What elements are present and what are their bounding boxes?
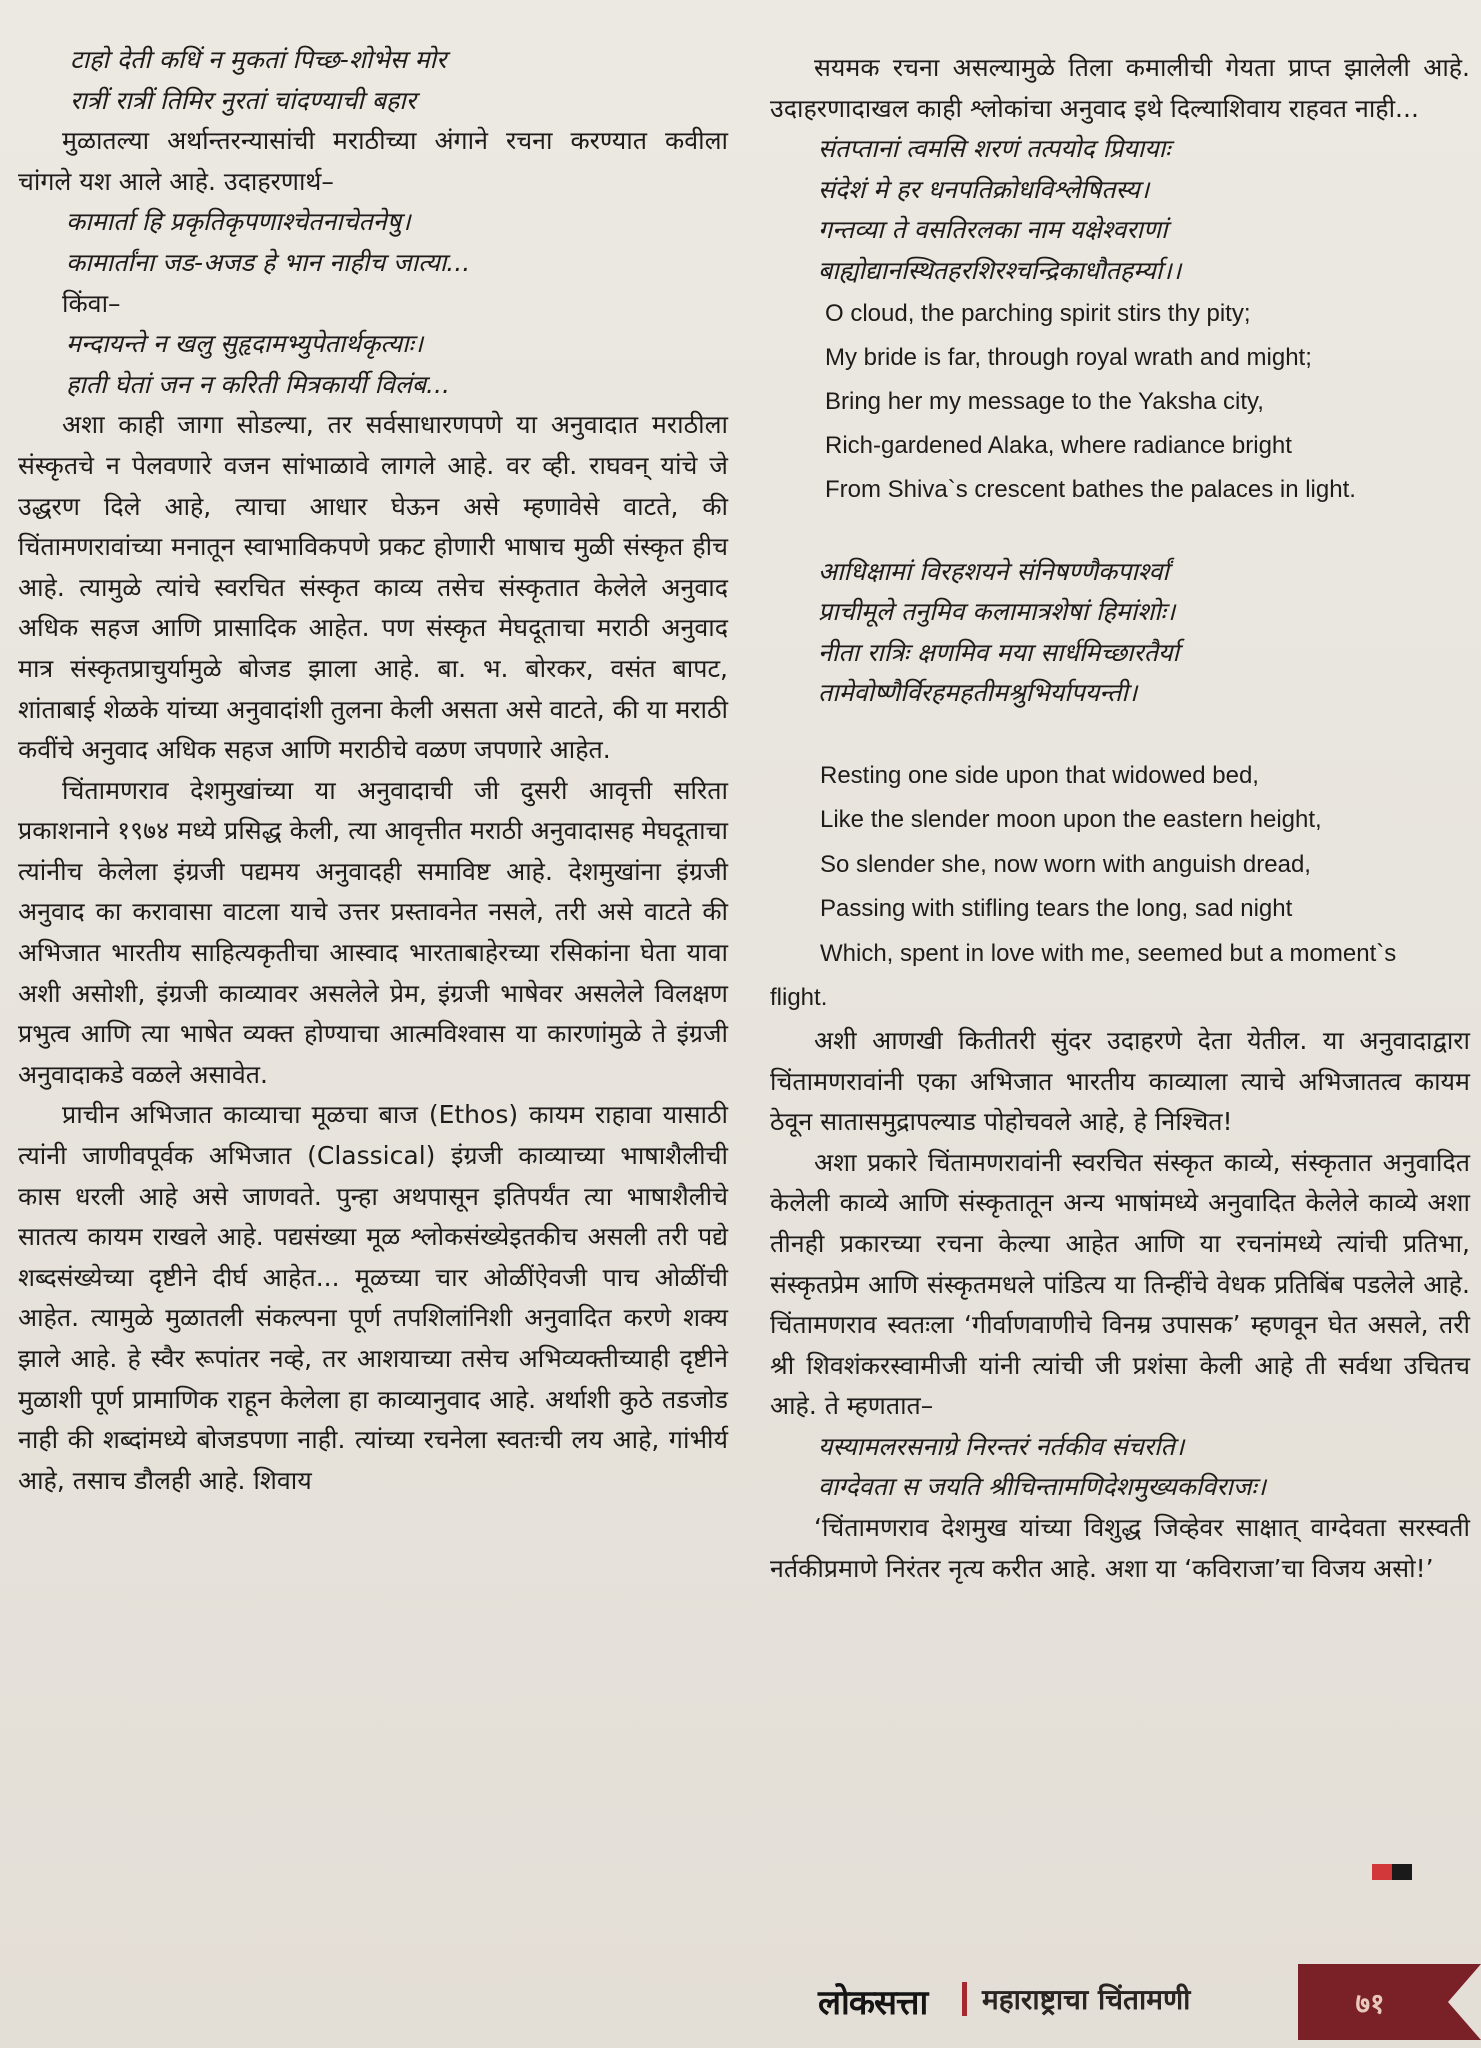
verse-line: संतप्तानां त्वमसि शरणं तत्पयोद प्रियायाः — [818, 134, 1171, 164]
paragraph: अशा प्रकारे चिंतामणरावांनी स्वरचित संस्कृत काव्ये, संस्कृतात अनुवादित केलेली काव्ये आणि संस्कृतातून अन्य भाषांमध्ये अनुवादित केलेले काव्ये अशा तीनही प्रकारच्या रचना केल्या आहेत आणि या रचनांमध्ये त्यांची प्रतिभा, संस्कृतप्रेम आणि संस्कृतमधले पांडित्य या तिन्हींचे वेधक प्रतिबिंब पडलेले आहे. चिंतामणराव स्वतःला ‘गीर्वाणवाणीचे विनम्र उपासक’ म्हणवून घेत असले, तरी श्री शिवशंकरस्वामीजी यांनी त्यांची जी प्रशंसा केली आहे ती सर्वथा उचितच आहे. ते म्हणतात– — [770, 1147, 1470, 1421]
english-line: My bride is far, through royal wrath and might; — [825, 343, 1312, 371]
publication-logo: लोकसत्ता — [818, 1983, 928, 2023]
english-line: Which, spent in love with me, seemed but a moment`s — [820, 939, 1397, 967]
english-verse — [770, 292, 1470, 512]
end-mark-red-square — [1372, 1864, 1392, 1880]
verse-line: रात्रीं रात्रीं तिमिर नुरतां चांदण्याची बहार — [70, 85, 416, 115]
english-line: flight. — [770, 984, 828, 1012]
verse-line: टाहो देती कधिं न मुकतां पिच्छ-शोभेस मोर — [70, 45, 447, 74]
english-line: Rich-gardened Alaka, where radiance bright — [825, 431, 1292, 459]
page-footer — [0, 1960, 1481, 2048]
end-mark-black-square — [1392, 1864, 1412, 1880]
verse-block — [18, 202, 728, 283]
english-verse — [770, 754, 1470, 1021]
right-column — [770, 48, 1470, 1589]
paragraph: किंवा– — [62, 288, 121, 318]
verse-block — [770, 1427, 1470, 1508]
verse-line: मन्दायन्ते न खलु सुहृदामभ्युपेतार्थकृत्याः। — [66, 329, 424, 359]
paragraph: मुळातल्या अर्थान्तरन्यासांची मराठीच्या अंगाने रचना करण्यात कवीला चांगले यश आले आहे. उदाहरणार्थ– — [18, 126, 728, 196]
paragraph: अशा काही जागा सोडल्या, तर सर्वसाधारणपणे या अनुवादात मराठीला संस्कृतचे न पेलवणारे वजन सांभाळावे लागले आहे. वर व्ही. राघवन् यांचे जे उद्धरण दिले आहे, त्याचा आधार घेऊन असे म्हणावेसे वाटते, की चिंतामणरावांच्या मनातून स्वाभाविकपणे प्रकट होणारी भाषाच मुळी संस्कृत हीच आहे. त्यामुळे त्यांचे स्वरचित संस्कृत काव्य तसेच संस्कृतात केलेले अनुवाद अधिक सहज आणि प्रासादिक आहेत. पण संस्कृत मेघदूताचा मराठी अनुवाद मात्र संस्कृतप्राचुर्यामुळे बोजड झाला आहे. बा. भ. बोरकर, वसंत बापट, शांताबाई शेळके यांच्या अनुवादांशी तुलना केली असता असे वाटते, की या मराठी कवींचे अनुवाद अधिक सहज आणि मराठीचे वळण जपणारे आहेत. — [18, 410, 728, 765]
verse-line: बाह्योद्यानस्थितहरशिरश्चन्द्रिकाधौतहर्म्या।। — [818, 255, 1182, 285]
verse-block — [770, 552, 1470, 714]
verse-line: वाग्देवता स जयति श्रीचिन्तामणिदेशमुख्यकविराजः। — [818, 1472, 1266, 1502]
verse-line: आधिक्षामां विरहशयने संनिषण्णैकपार्श्वां — [818, 556, 1169, 586]
paragraph: चिंतामणराव देशमुखांच्या या अनुवादाची जी दुसरी आवृत्ती सरिता प्रकाशनाने १९७४ मध्ये प्रसिद्ध केली, त्या आवृत्तीत मराठी अनुवादासह मेघदूताचा त्यांनीच केलेला इंग्रजी पद्यमय अनुवादही समाविष्ट आहे. देशमुखांना इंग्रजी अनुवाद का करावासा वाटला याचे उत्तर प्रस्तावनेत नसले, तरी असे वाटते की अभिजात भारतीय साहित्यकृतीचा आस्वाद भारताबाहेरच्या रसिकांना घेता यावा अशी असोशी, इंग्रजी काव्यावर असलेले प्रेम, इंग्रजी भाषेवर असलेले विलक्षण प्रभुत्व आणि त्या भाषेत व्यक्त होण्याचा आत्मविश्वास या कारणांमुळे ते इंग्रजी अनुवादाकडे वळले असावेत. — [18, 775, 728, 1089]
verse-line: हाती घेतां जन न करिती मित्रकार्यी विलंब... — [66, 369, 450, 399]
verse-line: नीता रात्रिः क्षणमिव मया सार्धमिच्छारतैर्या — [818, 637, 1179, 667]
english-line: From Shiva`s crescent bathes the palaces in light. — [825, 475, 1356, 503]
verse-line: संदेशं मे हर धनपतिक्रोधविश्लेषितस्य। — [818, 174, 1150, 204]
footer-separator — [962, 1982, 967, 2016]
paragraph: अशी आणखी कितीतरी सुंदर उदाहरणे देता येतील. या अनुवादाद्वारा चिंतामणरावांनी एका अभिजात भारतीय काव्याला त्याचे अभिजातत्व कायम ठेवून सातासमुद्रापल्याड पोहोचवले आहे, हे निश्चित! — [770, 1025, 1470, 1137]
verse-line: गन्तव्या ते वसतिरलका नाम यक्षेश्वराणां — [818, 215, 1168, 245]
end-of-article-mark — [1372, 1864, 1414, 1880]
verse-line: कामार्तांना जड-अजड हे भान नाहीच जात्या... — [66, 247, 471, 277]
verse-block — [18, 40, 728, 121]
verse-block — [770, 129, 1470, 291]
verse-line: प्राचीमूले तनुमिव कलामात्रशेषां हिमांशोः। — [818, 597, 1176, 627]
english-line: O cloud, the parching spirit stirs thy pity; — [825, 299, 1251, 327]
english-line: Bring her my message to the Yaksha city, — [825, 387, 1264, 415]
paragraph: सयमक रचना असल्यामुळे तिला कमालीची गेयता प्राप्त झालेली आहे. उदाहरणादाखल काही श्लोकांचा अनुवाद इथे दिल्याशिवाय राहवत नाही... — [770, 53, 1470, 123]
english-line: So slender she, now worn with anguish dread, — [820, 850, 1311, 878]
english-line: Passing with stifling tears the long, sad night — [820, 895, 1293, 923]
english-line: Resting one side upon that widowed bed, — [820, 761, 1259, 789]
verse-line: कामार्ता हि प्रकृतिकृपणाश्चेतनाचेतनेषु। — [66, 207, 411, 237]
left-column — [18, 40, 728, 1501]
verse-line: तामेवोष्णैर्विरहमहतीमश्रुभिर्यापयन्ती। — [818, 678, 1138, 708]
english-line: Like the slender moon upon the eastern height, — [820, 806, 1322, 834]
page-number: ७१ — [1355, 1987, 1385, 2020]
paragraph: प्राचीन अभिजात काव्याचा मूळचा बाज (Ethos) कायम राहावा यासाठी त्यांनी जाणीवपूर्वक अभिजात (Classical) इंग्रजी काव्याच्या भाषाशैलीची कास धरली आहे असे जाणवते. पुन्हा अथपासून इतिपर्यंत त्या भाषाशैलीचे सातत्य कायम राखले आहे. पद्यसंख्या मूळ श्लोकसंख्येइतकीच असली तरी पद्ये शब्दसंख्येच्या दृष्टीने दीर्घ आहेत... मूळच्या चार ओळींऐवजी पाच ओळींची आहेत. त्यामुळे मुळातली संकल्पना पूर्ण तपशिलांनिशी अनुवादित करणे शक्य झाले आहे. हे स्वैर रूपांतर नव्हे, तर आशयाच्या तसेच अभिव्यक्तीच्याही दृष्टीने मुळाशी पूर्ण प्रामाणिक राहून केलेला हा काव्यानुवाद आहे. अर्थाशी कुठे तडजोड नाही की शब्दांमध्ये बोजडपणा नाही. त्यांच्या रचनेला स्वतःची लय आहे, गांभीर्य आहे, तसाच डौलही आहे. शिवाय — [18, 1100, 728, 1495]
supplement-title: महाराष्ट्राचा चिंतामणी — [982, 1983, 1191, 2016]
verse-block — [18, 324, 728, 405]
paragraph: ‘चिंतामणराव देशमुख यांच्या विशुद्ध जिव्हेवर साक्षात् वाग्देवता सरस्वती नर्तकीप्रमाणे निरंतर नृत्य करीत आहे. अशा या ‘कविराजा’चा विजय असो!’ — [770, 1513, 1470, 1583]
verse-line: यस्यामलरसनाग्रे निरन्तरं नर्तकीव संचरति। — [818, 1431, 1185, 1461]
